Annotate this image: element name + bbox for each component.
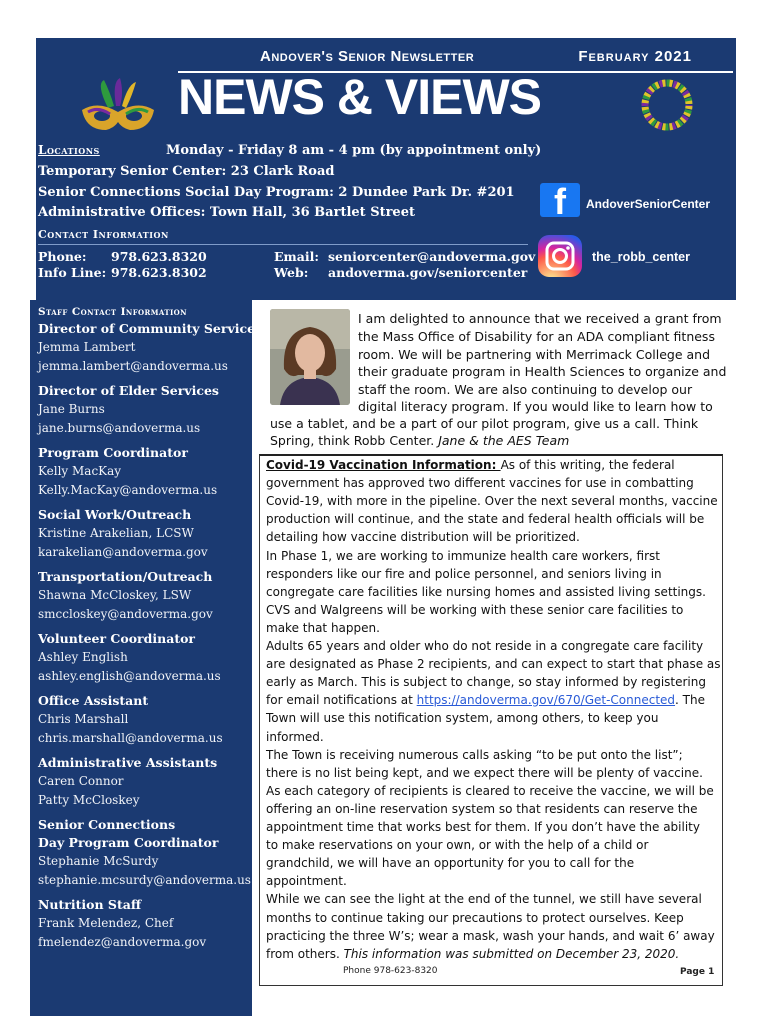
intro-closing-text: Spring, think Robb Center.	[270, 433, 439, 448]
phone-number[interactable]: 978.623.8320	[111, 249, 207, 264]
staff-role: Nutrition Staff	[38, 897, 142, 912]
infoline-label: Info Line:	[38, 265, 107, 280]
staff-entry	[38, 444, 252, 500]
staff-name: Frank Melendez, Chef	[38, 916, 174, 930]
article-line: there is no list being kept, and we expect there will be plenty of vaccine.	[266, 766, 703, 780]
article-text: As of this writing, the federal	[500, 458, 675, 472]
staff-entry	[38, 692, 252, 748]
get-connected-link[interactable]: https://andoverma.gov/670/Get-Connected	[416, 693, 676, 707]
article-line: The Town is receiving numerous calls asking “to be put onto the list”;	[266, 748, 683, 762]
instagram-icon[interactable]	[538, 235, 582, 277]
staff-entry	[38, 382, 252, 438]
staff-name: Jane Burns	[38, 402, 105, 416]
staff-entry	[38, 568, 252, 624]
staff-email[interactable]: chris.marshall@andoverma.us	[38, 731, 223, 745]
page-number: Page 1	[680, 967, 715, 977]
staff-email[interactable]: fmelendez@andoverma.gov	[38, 935, 207, 949]
locations-hours: Monday - Friday 8 am - 4 pm (by appointment only)	[166, 143, 542, 158]
staff-name: Shawna McCloskey, LSW	[38, 588, 192, 602]
staff-name: Ashley English	[38, 650, 128, 664]
article-line: responders like our fire and police personnel, and seniors living in	[266, 567, 662, 581]
intro-line: use a tablet, and be a part of our pilot program, give us a call. Think	[270, 416, 699, 431]
staff-role: Program Coordinator	[38, 445, 188, 460]
article-line: practicing the three W’s; wear a mask, wash your hands, and wait 6’ away	[266, 929, 715, 943]
staff-name: Chris Marshall	[38, 712, 129, 726]
staff-role: Social Work/Outreach	[38, 507, 192, 522]
staff-role: Office Assistant	[38, 693, 149, 708]
masthead-top-line	[36, 48, 736, 68]
article-last-line	[266, 947, 679, 961]
contact-info-heading: Contact Information	[38, 228, 169, 241]
article-line: are designated as Phase 2 recipients, and can expect to start that phase as	[266, 657, 721, 671]
staff-role: Administrative Assistants	[38, 755, 218, 770]
intro-line: staff the room. We are also continuing to develop our	[358, 382, 693, 397]
intro-line: digital literacy program. If you would like to learn how to	[358, 399, 713, 414]
masthead	[36, 38, 736, 300]
newsletter-name: Andover's Senior Newsletter	[260, 48, 475, 65]
footer-phone: Phone 978-623-8320	[343, 966, 438, 976]
staff-name: Patty McCloskey	[38, 793, 140, 807]
article-line: offering an on-line reservation system so that residents can reserve the	[266, 802, 698, 816]
facebook-handle[interactable]: AndoverSeniorCenter	[586, 197, 711, 211]
article-line: grandchild, we will have an opportunity for you to call for the	[266, 856, 635, 870]
intro-line: room. We will be partnering with Merrimack College and	[358, 347, 711, 362]
article-line: months to continue taking our precautions to protect ourselves. Keep	[266, 911, 684, 925]
staff-contact-heading: Staff Contact Information	[38, 306, 187, 318]
staff-role: Transportation/Outreach	[38, 569, 213, 584]
staff-role: Day Program Coordinator	[38, 835, 219, 850]
staff-email[interactable]: Kelly.MacKay@andoverma.us	[38, 483, 218, 497]
article-line: In Phase 1, we are working to immunize health care workers, first	[266, 549, 661, 563]
staff-name: Stephanie McSurdy	[38, 854, 159, 868]
staff-entry	[38, 754, 252, 810]
staff-role: Volunteer Coordinator	[38, 631, 196, 646]
article-line: detailing how vaccine distribution will be prioritized.	[266, 530, 580, 544]
staff-sidebar	[30, 300, 263, 1016]
locations-heading: Locations	[38, 143, 100, 157]
web-address[interactable]: andoverma.gov/seniorcenter	[328, 265, 528, 280]
staff-name: Kelly MacKay	[38, 464, 122, 478]
intro-line: I am delighted to announce that we received a grant from	[358, 311, 722, 326]
article-line: informed.	[266, 730, 324, 744]
contact-divider	[38, 244, 528, 245]
staff-entry	[38, 816, 252, 834]
location-senior-center: Temporary Senior Center: 23 Clark Road	[38, 164, 335, 179]
article-line: appointment.	[266, 874, 347, 888]
facebook-icon[interactable]: f	[540, 183, 580, 217]
email-address[interactable]: seniorcenter@andoverma.gov	[328, 249, 536, 264]
staff-entry	[38, 630, 252, 686]
issue-date: February 2021	[578, 48, 692, 65]
staff-email[interactable]: ashley.english@andoverma.us	[38, 669, 221, 683]
staff-email[interactable]: jemma.lambert@andoverma.us	[38, 359, 228, 373]
article-line: While we can see the light at the end of the tunnel, we still have several	[266, 892, 702, 906]
article-text: for email notifications at	[266, 693, 417, 707]
staff-role: Director of Elder Services	[38, 383, 219, 398]
staff-email[interactable]: smccloskey@andoverma.gov	[38, 607, 213, 621]
staff-name: Jemma Lambert	[38, 340, 136, 354]
location-admin-offices: Administrative Offices: Town Hall, 36 Bartlet Street	[38, 205, 415, 220]
staff-photo	[270, 309, 350, 405]
article-link-line	[266, 693, 705, 707]
article-line: CVS and Walgreens will be working with these senior care facilities to	[266, 603, 684, 617]
article-line: early as March. This is subject to change, so stay informed by registering	[266, 675, 706, 689]
article-line: Adults 65 years and older who do not reside in a congregate care facility	[266, 639, 704, 653]
mardi-gras-mask-icon	[78, 78, 158, 138]
intro-closing-line	[270, 433, 569, 448]
staff-role: Senior Connections	[38, 817, 176, 832]
staff-name: Kristine Arakelian, LCSW	[38, 526, 194, 540]
intro-line: their graduate program in Health Sciences to organize and	[358, 364, 727, 379]
bead-wreath-icon	[638, 76, 696, 134]
article-line: make that happen.	[266, 621, 380, 635]
staff-entry	[38, 320, 263, 376]
staff-entry	[38, 834, 252, 890]
staff-email[interactable]: stephanie.mcsurdy@andoverma.us	[38, 873, 251, 887]
article-submission-note: This information was submitted on December 23, 2020.	[343, 947, 680, 961]
intro-line: the Mass Office of Disability for an ADA compliant fitness	[358, 329, 715, 344]
email-label: Email:	[274, 249, 319, 264]
phone-label: Phone:	[38, 249, 87, 264]
article-line: government has approved two different vaccines for use in combatting	[266, 476, 694, 490]
article-line: Covid-19, with more in the pipeline. Over the next several months, vaccine	[266, 494, 718, 508]
article-text: from others.	[266, 947, 344, 961]
article-line: to make reservations on your own, or with the help of a child or	[266, 838, 649, 852]
web-label: Web:	[274, 265, 309, 280]
infoline-number[interactable]: 978.623.8302	[111, 265, 207, 280]
location-social-day-program: Senior Connections Social Day Program: 2 Dundee Park Dr. #201	[38, 185, 515, 200]
instagram-handle[interactable]: the_robb_center	[592, 250, 690, 264]
article-first-line	[266, 458, 675, 472]
article-heading: Covid-19 Vaccination Information:	[266, 458, 501, 472]
staff-name: Caren Connor	[38, 774, 124, 788]
article-line: congregate care facilities like nursing homes and assisted living settings.	[266, 585, 706, 599]
staff-entry	[38, 896, 252, 952]
staff-role: Director of Community Services	[38, 321, 263, 336]
article-text: . The	[675, 693, 705, 707]
article-line: Town will use this notification system, among others, to keep you	[266, 711, 659, 725]
staff-email[interactable]: jane.burns@andoverma.us	[38, 421, 201, 435]
article-line: appointment time that works best for them. If you don’t have the ability	[266, 820, 700, 834]
staff-list	[38, 320, 263, 952]
intro-signature: Jane & the AES Team	[438, 433, 570, 448]
staff-entry	[38, 506, 252, 562]
article-line: As each category of recipients is cleared to receive the vaccine, we will be	[266, 784, 714, 798]
staff-email[interactable]: karakelian@andoverma.gov	[38, 545, 208, 559]
article-line: production will continue, and the state and federal health officials will be	[266, 512, 705, 526]
newsletter-title: NEWS & VIEWS	[178, 69, 542, 125]
